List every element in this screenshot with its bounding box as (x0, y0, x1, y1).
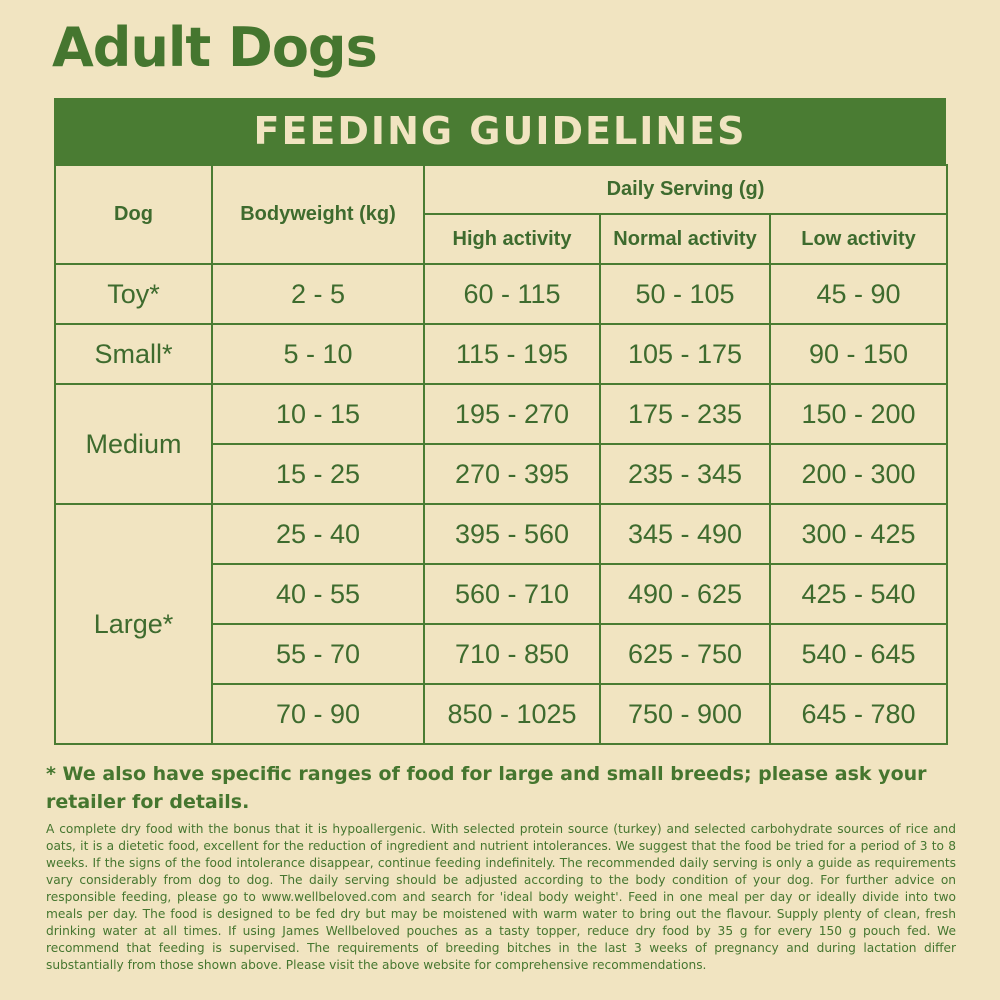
header-bodyweight: Bodyweight (kg) (212, 165, 424, 264)
bodyweight-cell: 15 - 25 (212, 444, 424, 504)
normal-activity-cell: 750 - 900 (600, 684, 770, 744)
table-row (55, 324, 947, 384)
high-activity-cell: 560 - 710 (424, 564, 600, 624)
low-activity-cell: 300 - 425 (770, 504, 947, 564)
high-activity-cell: 270 - 395 (424, 444, 600, 504)
dog-size-large: Large* (55, 504, 212, 744)
header-dog: Dog (55, 165, 212, 264)
low-activity-cell: 45 - 90 (770, 264, 947, 324)
normal-activity-cell: 625 - 750 (600, 624, 770, 684)
normal-activity-cell: 175 - 235 (600, 384, 770, 444)
table-row (55, 504, 947, 564)
normal-activity-cell: 105 - 175 (600, 324, 770, 384)
header-daily-serving: Daily Serving (g) (424, 165, 947, 214)
bodyweight-cell: 25 - 40 (212, 504, 424, 564)
bodyweight-cell: 10 - 15 (212, 384, 424, 444)
header-high-activity: High activity (424, 214, 600, 264)
table-header-row (55, 165, 947, 214)
normal-activity-cell: 490 - 625 (600, 564, 770, 624)
high-activity-cell: 710 - 850 (424, 624, 600, 684)
dog-size-toy: Toy* (55, 264, 212, 324)
low-activity-cell: 425 - 540 (770, 564, 947, 624)
feeding-guidelines-table (54, 164, 948, 745)
bodyweight-cell: 2 - 5 (212, 264, 424, 324)
dog-size-small: Small* (55, 324, 212, 384)
header-normal-activity: Normal activity (600, 214, 770, 264)
feeding-guidelines-table-container (54, 98, 946, 745)
table-row (55, 264, 947, 324)
high-activity-cell: 60 - 115 (424, 264, 600, 324)
high-activity-cell: 115 - 195 (424, 324, 600, 384)
bodyweight-cell: 70 - 90 (212, 684, 424, 744)
low-activity-cell: 200 - 300 (770, 444, 947, 504)
normal-activity-cell: 345 - 490 (600, 504, 770, 564)
feeding-guidelines-banner: FEEDING GUIDELINES (54, 98, 946, 164)
bodyweight-cell: 55 - 70 (212, 624, 424, 684)
normal-activity-cell: 50 - 105 (600, 264, 770, 324)
product-description: A complete dry food with the bonus that it is hypoallergenic. With selected protein source (turkey) and selected carbohydrate sources of rice and oats, it is a dietetic food, excellent for the reduction of ingredient and nutrient intolerances. We suggest that the food be tried for a period of 3 to 8 weeks. If the signs of the food intolerance disappear, continue feeding indefinitely. The recommended daily serving is only a guide as requirements vary considerably from dog to dog. The daily serving should be adjusted according to the body condition of your dog. For further advice on responsible feeding, please go to www.wellbeloved.com and search for 'ideal body weight'. Feed in one meal per day or ideally divide into two meals per day. The food is designed to be fed dry but may be moistened with warm water to bring out the flavour. Supply plenty of clean, fresh drinking water at all times. If using James Wellbeloved pouches as a tasty topper, reduce dry food by 35 g for every 150 g pouch fed. We recommend that feeding is supervised. The requirements of breeding bitches in the last 3 weeks of pregnancy and during lactation differ substantially from those shown above. Please visit the above website for comprehensive recommendations. (46, 822, 956, 972)
bodyweight-cell: 5 - 10 (212, 324, 424, 384)
header-low-activity: Low activity (770, 214, 947, 264)
breed-ranges-footnote: * We also have specific ranges of food for large and small breeds; please ask your retailer for details. (46, 763, 927, 813)
low-activity-cell: 90 - 150 (770, 324, 947, 384)
table-row (55, 384, 947, 444)
dog-size-medium: Medium (55, 384, 212, 504)
low-activity-cell: 150 - 200 (770, 384, 947, 444)
low-activity-cell: 540 - 645 (770, 624, 947, 684)
low-activity-cell: 645 - 780 (770, 684, 947, 744)
high-activity-cell: 850 - 1025 (424, 684, 600, 744)
normal-activity-cell: 235 - 345 (600, 444, 770, 504)
page-title: Adult Dogs (52, 16, 377, 79)
high-activity-cell: 195 - 270 (424, 384, 600, 444)
high-activity-cell: 395 - 560 (424, 504, 600, 564)
bodyweight-cell: 40 - 55 (212, 564, 424, 624)
